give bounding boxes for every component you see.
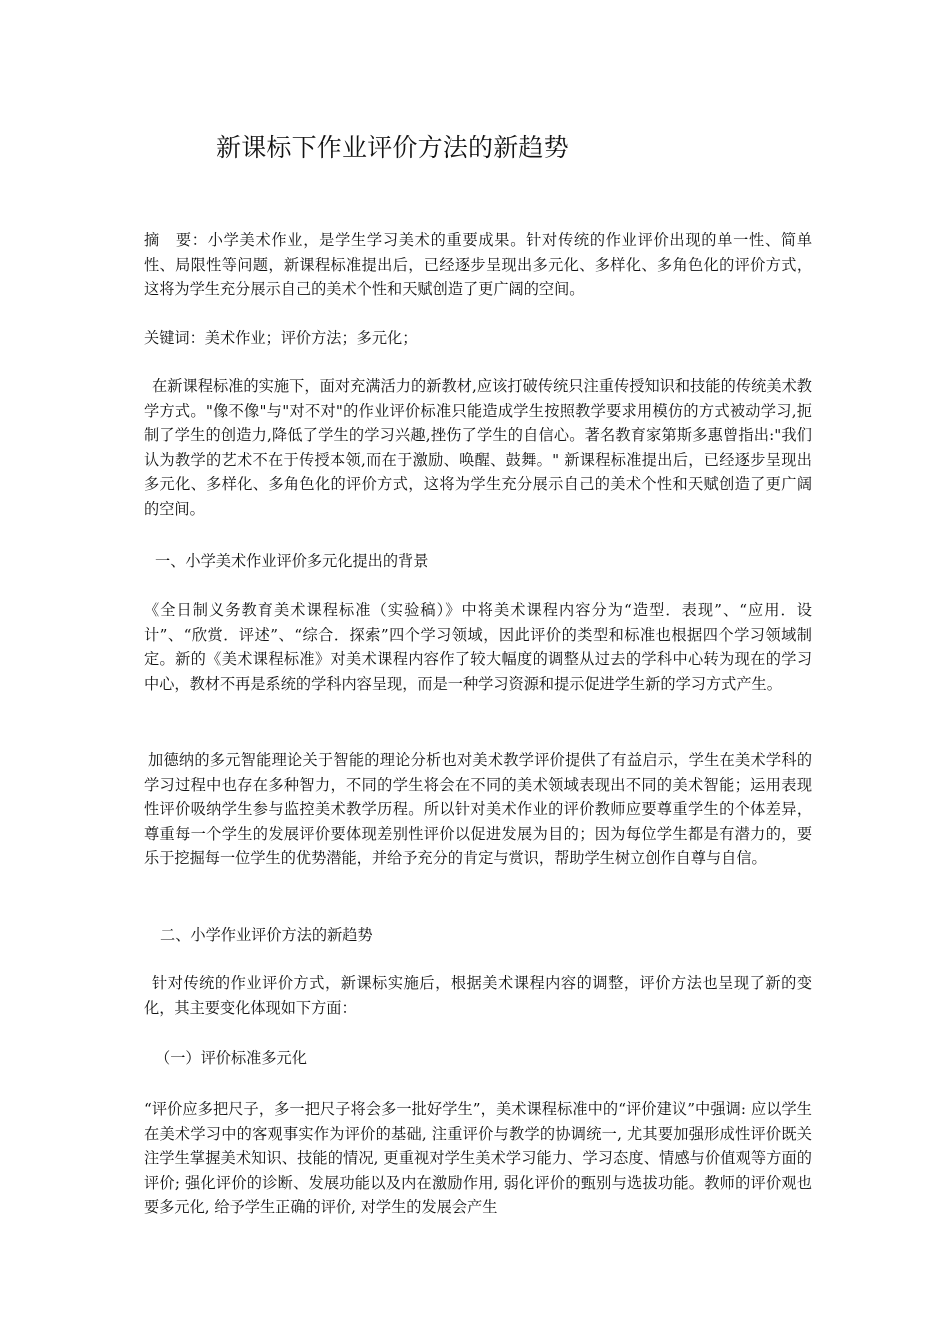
section-one-paragraph-2: 加德纳的多元智能理论关于智能的理论分析也对美术教学评价提供了有益启示，学生在美术学科的学习过程中也存在多种智力，不同的学生将会在不同的美术领域表现出不同的美术智能；运用表现性评价吸纳学生参与监控美术教学历程。所以针对美术作业的评价教师应要尊重学生的个体差异，尊重每一个学生的发展评价要体现差别性评价以促进发展为目的；因为每位学生都是有潜力的，要乐于挖掘每一位学生的优势潜能，并给予充分的肯定与赏识，帮助学生树立创作自尊与自信。 [144, 751, 812, 868]
subsection-one-paragraph-1: “评价应多把尺子，多一把尺子将会多一批好学生”，美术课程标准中的“评价建议”中强调: 应以学生在美术学习中的客观事实作为评价的基础, 注重评价与教学的协调统一, 尤其要加强形成性评价既关注学生掌握美术知识、技能的情况, 更重视对学生美术学习能力、学习态度、情感与价值观等方面的评价; 强化评价的诊断、发展功能以及内在激励作用, 弱化评价的甄别与选拔功能。教师的评价观也要多元化, 给予学生正确的评价, 对学生的发展会产生 [144, 1100, 812, 1217]
section-two-paragraph-1: 针对传统的作业评价方式，新课标实施后，根据美术课程内容的调整，评价方法也呈现了新的变化，其主要变化体现如下方面： [144, 974, 812, 1017]
keywords-line: 关键词：美术作业；评价方法；多元化； [144, 329, 418, 347]
subsection-one-heading: （一）评价标准多元化 [155, 1049, 307, 1067]
section-one-heading: 一、小学美术作业评价多元化提出的背景 [155, 552, 429, 570]
section-one-paragraph-1: 《全日制义务教育美术课程标准（实验稿）》中将美术课程内容分为“造型．表现”、“应用．设计”、“欣赏．评述”、“综合．探索”四个学习领域，因此评价的类型和标准也根据四个学习领域制定。新的《美术课程标准》对美术课程内容作了较大幅度的调整从过去的学科中心转为现在的学习中心，教材不再是系统的学科内容呈现，而是一种学习资源和提示促进学生新的学习方式产生。 [144, 601, 812, 693]
document-title: 新课标下作业评价方法的新趋势 [216, 133, 569, 162]
intro-paragraph: 在新课程标准的实施下，面对充满活力的新教材,应该打破传统只注重传授知识和技能的传统美术教学方式。"像不像"与"对不对"的作业评价标准只能造成学生按照教学要求用模仿的方式被动学习,扼制了学生的创造力,降低了学生的学习兴趣,挫伤了学生的自信心。著名教育家第斯多惠曾指出:"我们认为教学的艺术不在于传授本领,而在于激励、唤醒、鼓舞。" 新课程标准提出后，已经逐步呈现出多元化、多样化、多角色化的评价方式，这将为学生充分展示自己的美术个性和天赋创造了更广阔的空间。 [144, 377, 812, 518]
section-two-heading: 二、小学作业评价方法的新趋势 [160, 926, 373, 944]
abstract-paragraph: 摘 要：小学美术作业，是学生学习美术的重要成果。针对传统的作业评价出现的单一性、简单性、局限性等问题，新课程标准提出后，已经逐步呈现出多元化、多样化、多角色化的评价方式，这将为学生充分展示自己的美术个性和天赋创造了更广阔的空间。 [144, 231, 812, 299]
